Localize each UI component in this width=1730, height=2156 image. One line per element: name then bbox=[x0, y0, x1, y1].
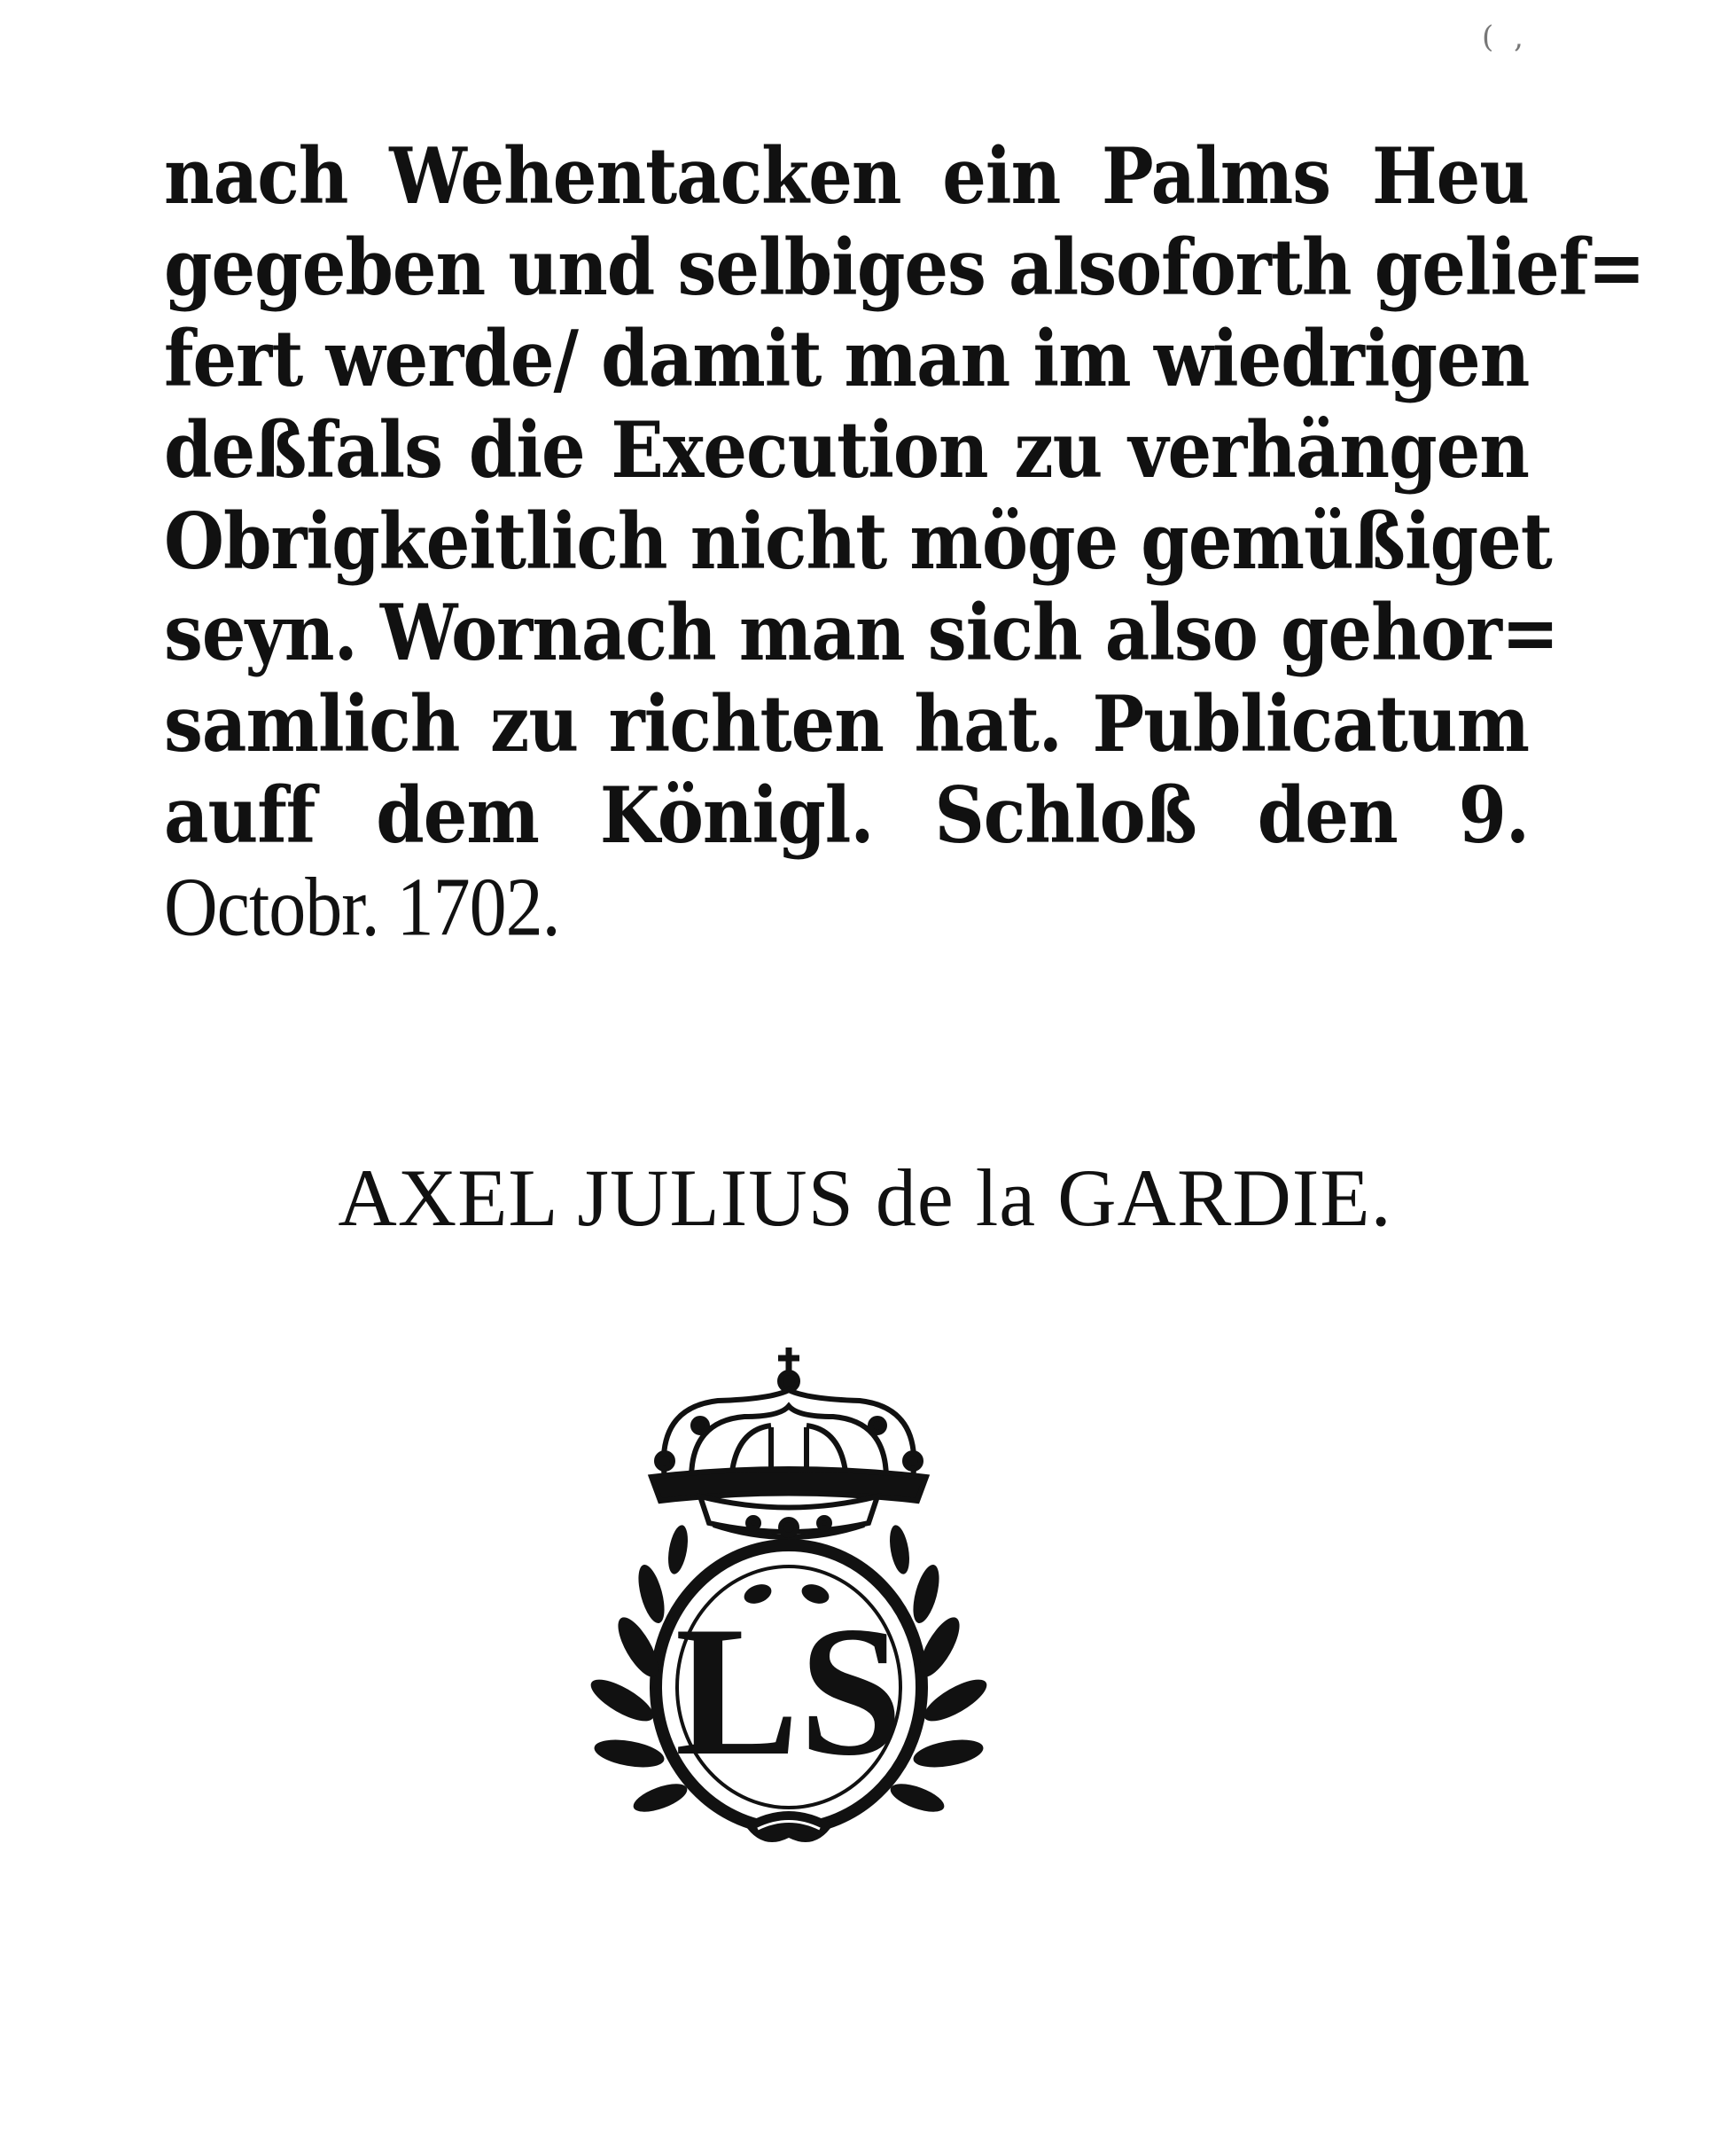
text-line: deßfals die Execution zu verhängen bbox=[164, 405, 1529, 496]
proclamation-text bbox=[164, 131, 1645, 954]
text-line: nach Wehentacken ein Palms Heu bbox=[164, 131, 1529, 223]
seal-monogram: LS bbox=[674, 1589, 903, 1794]
crown-wreath-seal-icon bbox=[567, 1328, 1010, 1860]
crown-icon bbox=[651, 1348, 926, 1537]
locus-sigilli-seal bbox=[567, 1328, 1010, 1860]
text-line: fert werde/ damit man im wiedrigen bbox=[164, 314, 1530, 405]
page-margin-mark: ( , bbox=[1482, 20, 1529, 55]
text-line: gegeben und selbiges alsoforth gelief= bbox=[164, 223, 1645, 314]
text-line: samlich zu richten hat. Publicatum bbox=[164, 679, 1529, 770]
text-line: Obrigkeitlich nicht möge gemüßiget bbox=[164, 496, 1552, 588]
date-line: Octobr. 1702. bbox=[164, 861, 560, 954]
text-line: auff dem Königl. Schloß den 9. bbox=[164, 770, 1529, 862]
text-line: seyn. Wornach man sich also gehor= bbox=[164, 588, 1559, 679]
signature-name: AXEL JULIUS de la GARDIE. bbox=[338, 1152, 1392, 1243]
